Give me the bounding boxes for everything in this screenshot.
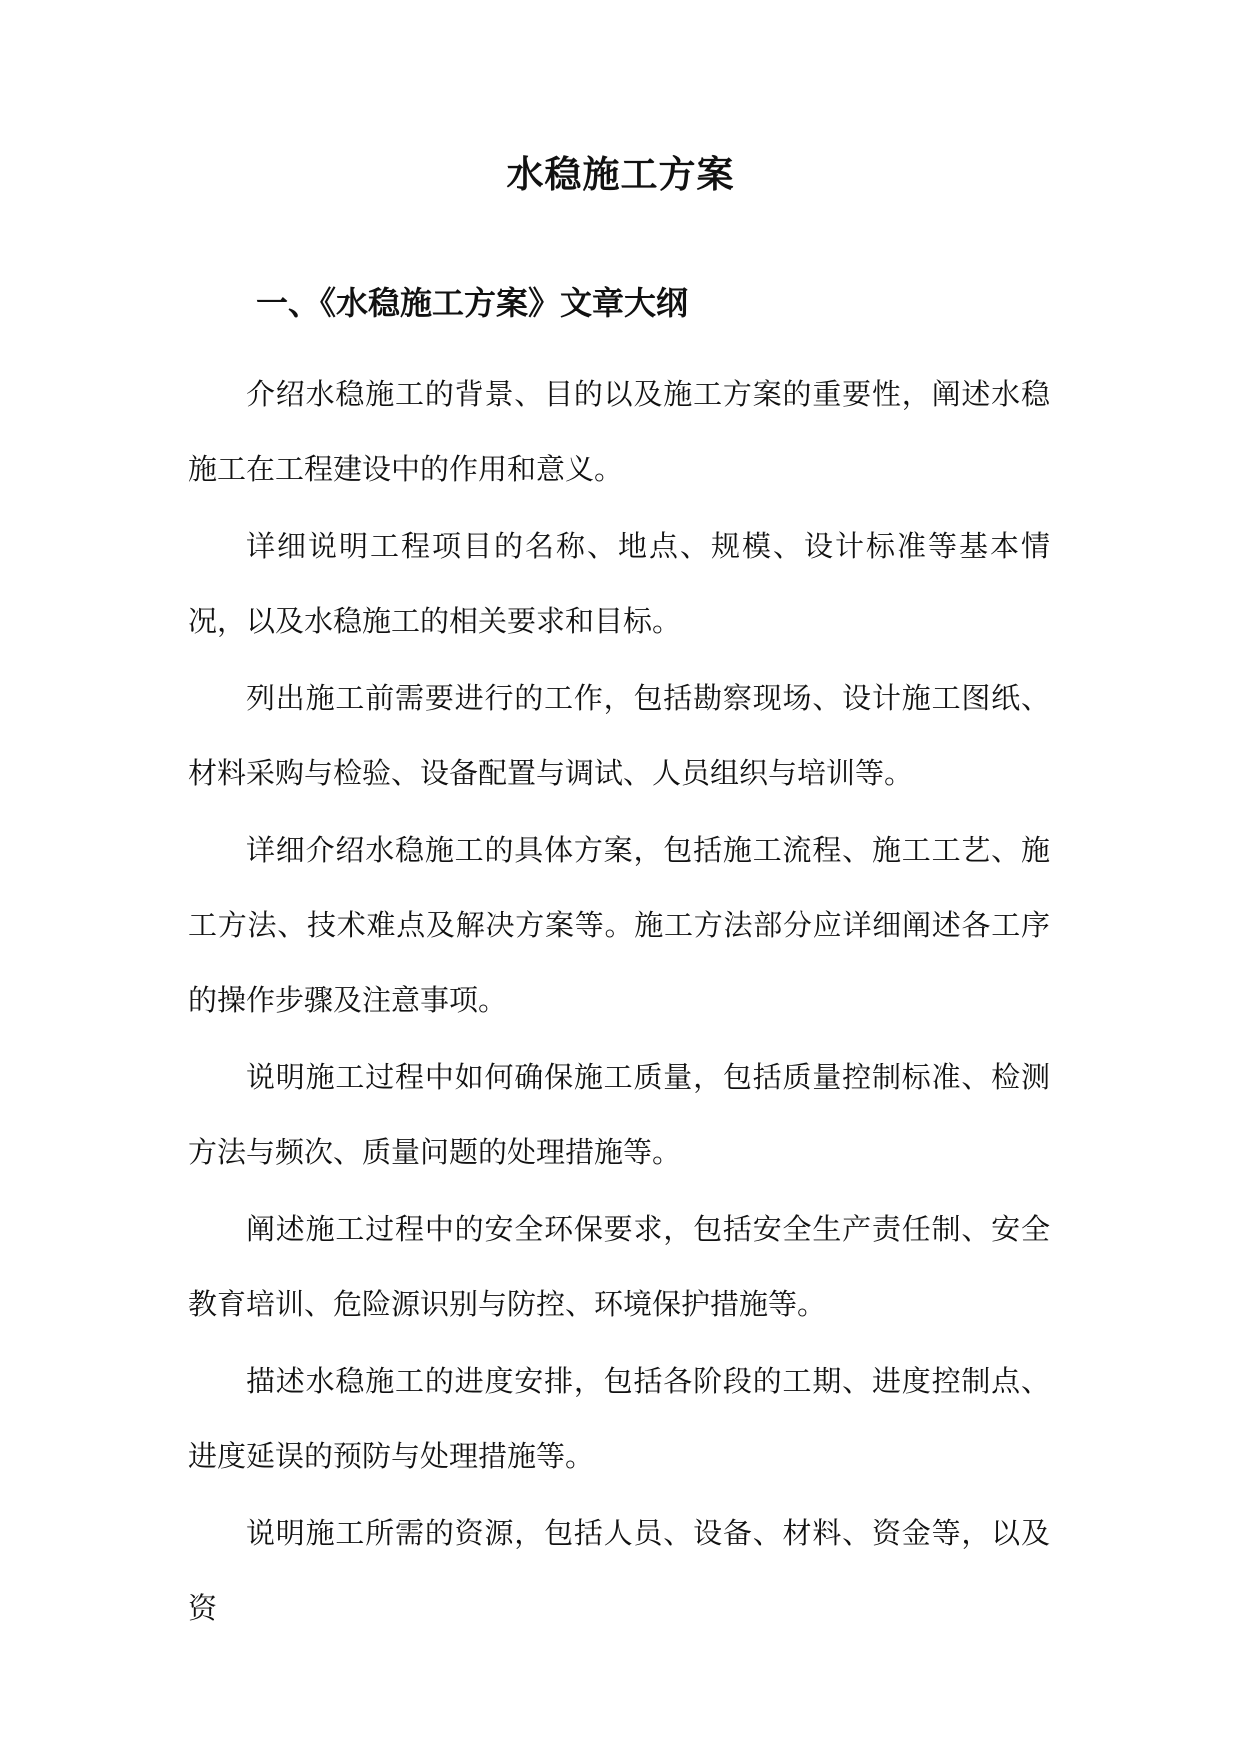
- paragraph-quality: 说明施工过程中如何确保施工质量，包括质量控制标准、检测方法与频次、质量问题的处理措施等。: [188, 1060, 1050, 1169]
- paragraph-preparation: 列出施工前需要进行的工作，包括勘察现场、设计施工图纸、材料采购与检验、设备配置与调试、人员组织与培训等。: [188, 681, 1050, 790]
- paragraph-project-overview: 详细说明工程项目的名称、地点、规模、设计标准等基本情况，以及水稳施工的相关要求和目标。: [188, 529, 1050, 638]
- paragraph-background: 介绍水稳施工的背景、目的以及施工方案的重要性，阐述水稳施工在工程建设中的作用和意义。: [188, 377, 1050, 486]
- paragraph-construction-plan: 详细介绍水稳施工的具体方案，包括施工流程、施工工艺、施工方法、技术难点及解决方案等。施工方法部分应详细阐述各工序的操作步骤及注意事项。: [188, 833, 1050, 1017]
- paragraph-safety-environment: 阐述施工过程中的安全环保要求，包括安全生产责任制、安全教育培训、危险源识别与防控、环境保护措施等。: [188, 1212, 1050, 1321]
- document-title: 水稳施工方案: [506, 152, 735, 196]
- section-heading: 一、《水稳施工方案》文章大纲: [256, 284, 689, 322]
- document-body: [188, 357, 1050, 1648]
- paragraph-schedule: 描述水稳施工的进度安排，包括各阶段的工期、进度控制点、进度延误的预防与处理措施等。: [188, 1364, 1050, 1473]
- paragraph-resources: 说明施工所需的资源，包括人员、设备、材料、资金等，以及资: [188, 1516, 1050, 1625]
